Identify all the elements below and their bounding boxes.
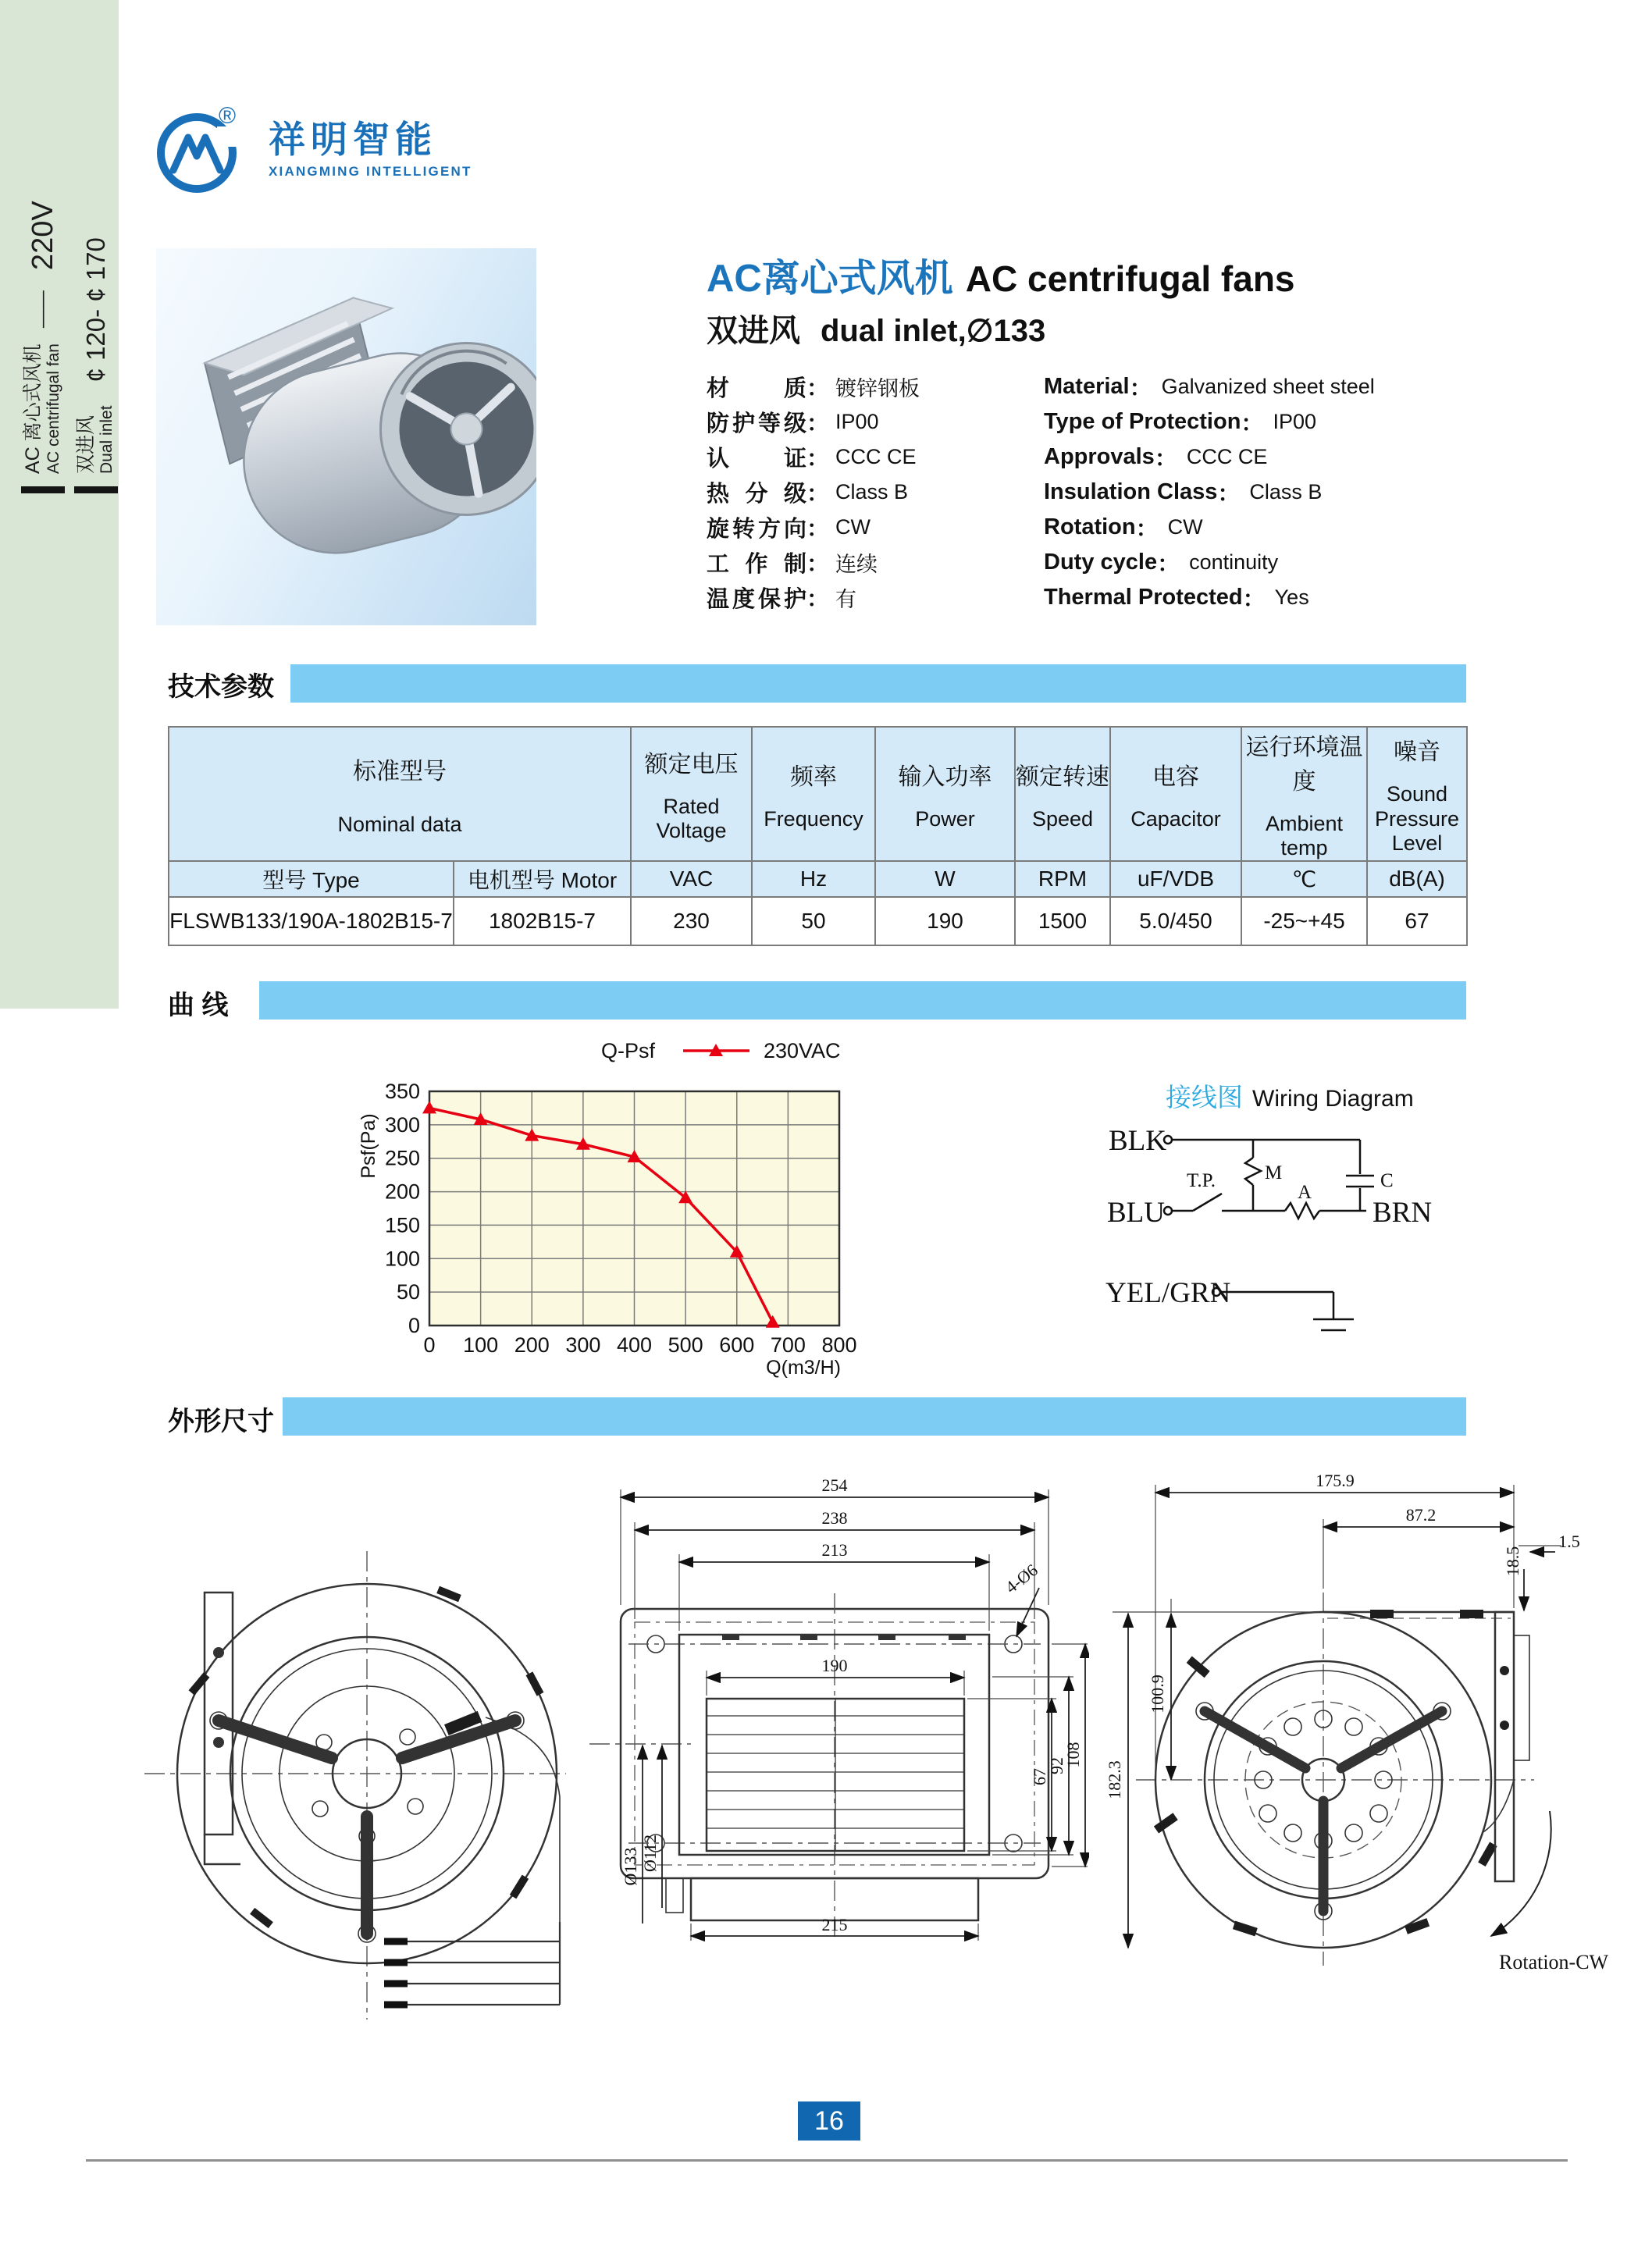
spec-row-thermal bbox=[707, 580, 1495, 615]
unit-cell: 电机型号 Motor bbox=[454, 861, 631, 897]
section-curve: 曲 线 bbox=[168, 991, 229, 1020]
label-capacitor: C bbox=[1380, 1170, 1394, 1191]
parameters-table bbox=[168, 726, 1468, 946]
cell-capacitor: 5.0/450 bbox=[1110, 897, 1241, 945]
colon: ： bbox=[1129, 376, 1152, 401]
brand-name-zh: 祥明智能 bbox=[269, 119, 437, 161]
dim-215: 215 bbox=[821, 1915, 848, 1934]
svg-text:150: 150 bbox=[384, 1213, 420, 1237]
dim-87-2: 87.2 bbox=[1405, 1505, 1437, 1525]
wire-label-yelgrn: YEL/GRN bbox=[1105, 1277, 1231, 1309]
colon: ： bbox=[1241, 411, 1264, 436]
section-tech-bar bbox=[290, 664, 1466, 703]
sidebar-fan-en: AC centrifugal fan bbox=[45, 343, 63, 474]
section-dimensions: 外形尺寸 bbox=[168, 1407, 274, 1436]
dim-dia112: Ø112 bbox=[640, 1834, 660, 1873]
spec-en-label: Thermal Protected bbox=[1044, 585, 1243, 610]
svg-text:300: 300 bbox=[565, 1333, 601, 1357]
fan-photo-illustration bbox=[156, 248, 536, 625]
dim-213: 213 bbox=[821, 1540, 848, 1560]
col-header-frequency bbox=[752, 727, 875, 861]
svg-text:100: 100 bbox=[463, 1333, 499, 1357]
svg-text:400: 400 bbox=[616, 1333, 653, 1357]
spec-zh-value: CW bbox=[835, 515, 871, 539]
header-en: Speed bbox=[1031, 806, 1094, 831]
subtitle-zh: 双进风 bbox=[707, 314, 800, 348]
spec-zh-value: 镀锌钢板 bbox=[835, 377, 920, 400]
col-header-noise bbox=[1367, 727, 1467, 861]
page-number-badge: 16 bbox=[798, 2101, 860, 2141]
svg-text:500: 500 bbox=[668, 1333, 703, 1357]
performance-curve-chart bbox=[351, 1021, 882, 1380]
spec-zh-label: 防护等级 bbox=[707, 411, 806, 436]
spec-en-value: IP00 bbox=[1273, 410, 1316, 433]
unit-cell: W bbox=[875, 861, 1015, 897]
colon: ： bbox=[1154, 447, 1177, 472]
logo-mark-icon bbox=[150, 98, 253, 201]
header-zh: 输入功率 bbox=[898, 763, 992, 790]
colon: ： bbox=[806, 376, 830, 401]
col-header-power bbox=[875, 727, 1015, 861]
col-header-ambient bbox=[1241, 727, 1367, 861]
brand-logo bbox=[150, 98, 472, 201]
label-thermal-protector: T.P. bbox=[1187, 1170, 1216, 1191]
spider-arms bbox=[219, 1721, 515, 1934]
sidebar-tab-bar bbox=[21, 486, 65, 493]
dim-92: 92 bbox=[1047, 1757, 1066, 1774]
spec-en-value: continuity bbox=[1189, 550, 1279, 574]
svg-text:700: 700 bbox=[770, 1333, 806, 1357]
spec-row-rotation bbox=[707, 510, 1495, 545]
sidebar-tab-bar2 bbox=[74, 486, 118, 493]
spec-en-label: Insulation Class bbox=[1044, 479, 1218, 504]
cell-rpm: 1500 bbox=[1015, 897, 1110, 945]
section-curve-bar bbox=[259, 981, 1466, 1020]
spec-en-label: Approvals bbox=[1044, 444, 1155, 469]
spec-en-label: Rotation bbox=[1044, 514, 1136, 539]
spec-en-value: Galvanized sheet steel bbox=[1161, 375, 1375, 398]
cell-type: FLSWB133/190A-1802B15-7 bbox=[169, 897, 454, 945]
spec-zh-value: CCC CE bbox=[835, 445, 917, 468]
dim-182-3: 182.3 bbox=[1105, 1760, 1124, 1799]
spec-row-duty bbox=[707, 545, 1495, 580]
header-zh: 额定转速 bbox=[1016, 763, 1109, 790]
spec-zh-label: 材 质 bbox=[707, 376, 806, 401]
header-en: Power bbox=[915, 806, 975, 831]
spec-zh-label: 温度保护 bbox=[707, 587, 806, 612]
page-title bbox=[707, 248, 1495, 303]
spec-en-value: Class B bbox=[1249, 480, 1323, 504]
spec-zh-value: IP00 bbox=[835, 410, 879, 433]
header-zh: 标准型号 bbox=[353, 758, 447, 785]
sidebar-strip bbox=[0, 0, 119, 1009]
cell-noise: 67 bbox=[1367, 897, 1467, 945]
sidebar-voltage: 220V bbox=[26, 201, 59, 271]
svg-text:800: 800 bbox=[821, 1333, 857, 1357]
spec-zh-label: 工 作 制 bbox=[707, 552, 806, 577]
units-row bbox=[169, 861, 1467, 897]
registered-mark: ® bbox=[218, 103, 237, 129]
cell-vac: 230 bbox=[631, 897, 752, 945]
title-zh: AC离心式风机 bbox=[707, 258, 953, 300]
table-row bbox=[169, 897, 1467, 945]
spec-en-value: CCC CE bbox=[1186, 445, 1268, 468]
sidebar-dash: —— bbox=[32, 290, 53, 329]
svg-text:50: 50 bbox=[396, 1280, 420, 1304]
wiring-title-zh: 接线图 bbox=[1166, 1083, 1243, 1112]
wiring-diagram bbox=[1091, 1115, 1569, 1349]
unit-cell: ℃ bbox=[1241, 861, 1367, 897]
colon: ： bbox=[1135, 517, 1159, 542]
spec-en-value: Yes bbox=[1274, 585, 1309, 609]
colon: ： bbox=[806, 411, 830, 436]
svg-text:230VAC: 230VAC bbox=[764, 1039, 841, 1062]
sidebar-caption-inlet bbox=[72, 237, 120, 493]
svg-text:300: 300 bbox=[384, 1112, 420, 1137]
section-tech-params: 技术参数 bbox=[168, 672, 274, 702]
header-zh: 额定电压 bbox=[644, 752, 739, 778]
label-motor-winding: M bbox=[1265, 1162, 1283, 1183]
wiring-title bbox=[1166, 1077, 1414, 1114]
spec-row-approvals bbox=[707, 440, 1495, 475]
header-zh: 电容 bbox=[1152, 763, 1199, 790]
col-header-nominal bbox=[169, 727, 631, 861]
unit-cell: uF/VDB bbox=[1110, 861, 1241, 897]
svg-text:0: 0 bbox=[408, 1314, 420, 1337]
unit-cell: Hz bbox=[752, 861, 875, 897]
cell-motor: 1802B15-7 bbox=[454, 897, 631, 945]
page-subtitle bbox=[707, 306, 1495, 351]
rotation-label: Rotation-CW bbox=[1499, 1951, 1608, 1973]
sidebar-caption-fan bbox=[17, 201, 69, 493]
svg-text:250: 250 bbox=[384, 1146, 420, 1170]
sidebar-fan-zh: AC 离心式风机 bbox=[21, 343, 44, 474]
product-photo bbox=[156, 248, 536, 625]
cell-watt: 190 bbox=[875, 897, 1015, 945]
cell-ambient: -25~+45 bbox=[1241, 897, 1367, 945]
dim-100-9: 100.9 bbox=[1148, 1674, 1167, 1714]
svg-text:200: 200 bbox=[514, 1333, 550, 1357]
colon: ： bbox=[806, 587, 830, 612]
colon: ： bbox=[1157, 552, 1180, 577]
header-en: Frequency bbox=[764, 806, 863, 831]
title-block bbox=[707, 248, 1495, 615]
footer-rule bbox=[86, 2159, 1568, 2162]
wire-label-brn: BRN bbox=[1373, 1197, 1433, 1229]
colon: ： bbox=[806, 517, 830, 542]
wiring-title-en: Wiring Diagram bbox=[1252, 1086, 1414, 1112]
subtitle-en: dual inlet,∅133 bbox=[821, 314, 1046, 348]
dim-67: 67 bbox=[1030, 1768, 1049, 1785]
header-zh: 运行环境温度 bbox=[1245, 735, 1363, 795]
svg-text:Psf(Pa): Psf(Pa) bbox=[358, 1113, 379, 1179]
dim-254: 254 bbox=[821, 1475, 848, 1495]
spec-zh-label: 认 证 bbox=[707, 447, 806, 472]
unit-cell: dB(A) bbox=[1367, 861, 1467, 897]
label-aux-winding: A bbox=[1298, 1182, 1312, 1203]
sidebar-size-range: ¢ 120- ¢ 170 bbox=[81, 237, 110, 383]
spec-zh-value: Class B bbox=[835, 480, 909, 504]
front-view-drawing bbox=[133, 1516, 578, 2023]
spec-zh-value: 有 bbox=[835, 588, 857, 611]
cell-hz: 50 bbox=[752, 897, 875, 945]
dim-108: 108 bbox=[1063, 1742, 1083, 1768]
wire-label-blk: BLK bbox=[1109, 1125, 1166, 1157]
dim-dia133: Ø133 bbox=[621, 1847, 640, 1886]
unit-cell: 型号 Type bbox=[169, 861, 454, 897]
col-header-capacitor bbox=[1110, 727, 1241, 861]
header-en: Ambient temp bbox=[1265, 812, 1344, 860]
svg-text:600: 600 bbox=[719, 1333, 755, 1357]
dim-holes: 4-Ø6 bbox=[1001, 1560, 1041, 1597]
dim-175-9: 175.9 bbox=[1316, 1471, 1355, 1490]
colon: ： bbox=[806, 447, 830, 472]
dim-1-5: 1.5 bbox=[1558, 1532, 1580, 1551]
header-zh: 噪音 bbox=[1394, 739, 1440, 766]
dim-238: 238 bbox=[821, 1508, 848, 1528]
spec-en-label: Material bbox=[1044, 374, 1130, 399]
spec-zh-label: 旋转方向 bbox=[707, 517, 806, 542]
svg-text:100: 100 bbox=[384, 1247, 420, 1271]
col-header-speed bbox=[1015, 727, 1110, 861]
header-zh: 频率 bbox=[790, 763, 837, 790]
colon: ： bbox=[1217, 482, 1241, 507]
sidebar-inlet-lines bbox=[75, 405, 117, 474]
unit-cell: VAC bbox=[631, 861, 752, 897]
spec-zh-value: 连续 bbox=[835, 553, 878, 576]
unit-cell: RPM bbox=[1015, 861, 1110, 897]
colon: ： bbox=[806, 482, 830, 507]
svg-text:200: 200 bbox=[384, 1180, 420, 1204]
sidebar-fan-lines bbox=[22, 343, 64, 474]
svg-text:350: 350 bbox=[384, 1080, 420, 1103]
colon: ： bbox=[1242, 587, 1266, 612]
title-en: AC centrifugal fans bbox=[965, 258, 1295, 299]
sidebar-inlet-zh: 双进风 bbox=[74, 415, 97, 474]
brand-name-en: XIANGMING INTELLIGENT bbox=[269, 163, 472, 179]
svg-text:Q(m3/H): Q(m3/H) bbox=[766, 1357, 841, 1379]
header-en: Rated Voltage bbox=[656, 795, 727, 843]
colon: ： bbox=[806, 552, 830, 577]
logo-text bbox=[269, 120, 472, 179]
top-view-drawing bbox=[574, 1441, 1089, 1945]
header-en: Capacitor bbox=[1130, 806, 1221, 831]
spec-en-value: CW bbox=[1167, 515, 1203, 539]
spec-row-protection bbox=[707, 404, 1495, 440]
col-header-voltage bbox=[631, 727, 752, 861]
spec-row-insulation bbox=[707, 475, 1495, 510]
spec-list bbox=[707, 369, 1495, 615]
wire-label-blu: BLU bbox=[1107, 1197, 1165, 1229]
sidebar-inlet-en: Dual inlet bbox=[98, 405, 116, 474]
header-en: Nominal data bbox=[337, 812, 462, 836]
spec-zh-label: 热 分 级 bbox=[707, 482, 806, 507]
spec-en-label: Type of Protection bbox=[1044, 409, 1241, 434]
spec-row-material bbox=[707, 369, 1495, 404]
header-en: Sound Pressure Level bbox=[1374, 782, 1460, 855]
section-dimensions-bar bbox=[283, 1397, 1466, 1436]
dim-18-5: 18.5 bbox=[1503, 1546, 1522, 1577]
svg-text:0: 0 bbox=[423, 1333, 436, 1357]
svg-text:Q-Psf: Q-Psf bbox=[601, 1039, 656, 1062]
side-view-drawing bbox=[1093, 1444, 1608, 1975]
dim-190: 190 bbox=[821, 1656, 848, 1675]
spec-en-label: Duty cycle bbox=[1044, 550, 1158, 575]
